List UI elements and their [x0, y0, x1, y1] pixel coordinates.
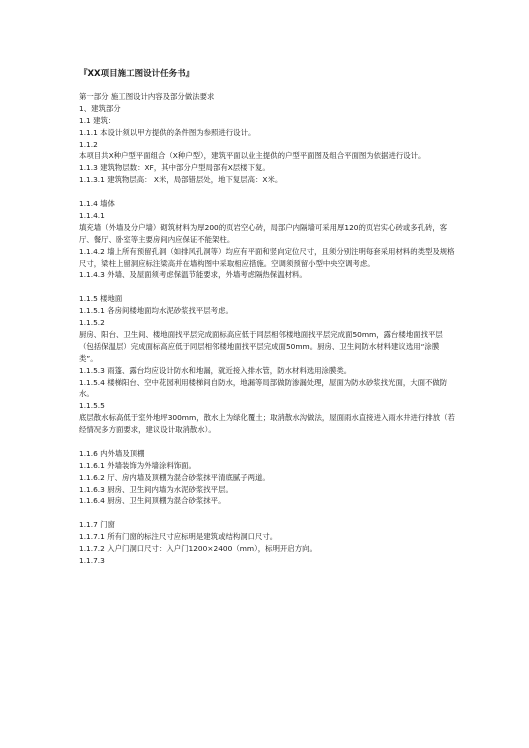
paragraph-1-1-5-3: 1.1.5.3 雨篷、露台均应设计防水和地漏，就近接入排水管，防水材料选用涂膜类。 [79, 365, 352, 375]
heading-floors: 1.1.5 楼地面 [79, 294, 123, 304]
clause-number-1-1-2: 1.1.2 [79, 139, 98, 149]
spacer [79, 507, 457, 519]
paragraph-1-1-4-3: 1.1.4.3 外墙、及屋面须考虑保温节能要求，外墙考虑隔热保温材料。 [79, 270, 307, 280]
clause-number-1-1-7-3: 1.1.7.3 [79, 555, 105, 565]
document-title: 『XX项目施工图设计任务书』 [79, 69, 195, 79]
heading-walls-ceilings: 1.1.6 内外墙及顶棚 [79, 448, 145, 458]
document-body [79, 91, 457, 567]
paragraph-1-1-5-4: 1.1.5.4 楼梯阳台、空中花园利用楼梯间自防水，地漏等局部做防渗漏处理，屋面为防水砂浆找光面，大面不做防水。 [79, 377, 448, 399]
paragraph-1-1-6-1: 1.1.6.1 外墙装饰为外墙涂料饰面。 [79, 460, 196, 470]
paragraph-1-1-5-1: 1.1.5.1 各房间楼地面均水泥砂浆找平层考虑。 [79, 306, 233, 316]
section-heading: 1.1 建筑： [79, 115, 116, 125]
paragraph-floor-levels: 厨房、阳台、卫生间、楼地面找平层完成面标高应低于同层相邻楼地面找平层完成面50mm，露台楼地面找平层（包括保温层）完成面标高应低于同层相邻楼地面找平层完成面50mm。厨房、卫生间防水材料建议选用“涂膜类”。 [79, 329, 443, 363]
clause-number-1-1-5-2: 1.1.5.2 [79, 318, 105, 327]
clause-number-1-1-4-1: 1.1.4.1 [79, 210, 105, 220]
paragraph-1-1-6-4: 1.1.6.4 厨房、卫生间顶棚为混合砂浆抹平。 [79, 496, 226, 506]
spacer [79, 186, 457, 198]
paragraph-1-1-3-1: 1.1.3.1 建筑物层高： X米，局部错层处，地下复层高：X米。 [79, 175, 283, 185]
heading-walls: 1.1.4 墙体 [79, 199, 115, 209]
paragraph-1-1-6-2: 1.1.6.2 厅、房内墙及顶棚为混合砂浆抹平清底腻子两道。 [79, 472, 270, 482]
paragraph-1-1-2: 本项目共X种户型平面组合（X种户型），建筑平面以业主提供的户型平面图及组合平面图为依据进行设计。 [79, 151, 426, 161]
heading-doors-windows: 1.1.7 门窗 [79, 520, 115, 530]
spacer [79, 436, 457, 448]
paragraph-1-1-4-2: 1.1.4.2 墙上所有预留孔洞（如排风孔洞等）均应有平面和竖向定位尺寸，且须分别注明每套采用材料的类型及规格尺寸，梁柱上留洞应标注梁高并在墙构图中采取相应措施。空调须预留小型中央空调考虑。 [79, 246, 455, 268]
paragraph-1-1-1: 1.1.1 本设计须以甲方提供的条件图为参照进行设计。 [79, 127, 256, 137]
paragraph-apron: 底层散水标高低于室外地坪300mm，散水上为绿化覆土；取消散水沟做法，屋面雨水直接进入雨水井进行排放（若经情况多方面要求，建议设计取消散水）。 [79, 413, 455, 435]
paragraph-1-1-3: 1.1.3 建筑物层数：XF，其中部分户型局部有X层楼下复。 [79, 163, 270, 173]
paragraph-infill-walls: 填充墙（外墙及分户墙）砌筑材料为厚200的页岩空心砖，局部户内隔墙可采用厚120的页岩实心砖或多孔砖，客厅、餐厅、卧室等主要房间内应保证不能架柱。 [79, 222, 448, 244]
part-heading: 第一部分 施工图设计内容及部分做法要求 [79, 92, 215, 101]
chapter-heading: 1、建筑部分 [79, 103, 121, 113]
paragraph-1-1-6-3: 1.1.6.3 厨房、卫生间内墙为水泥砂浆找平层。 [79, 484, 233, 494]
paragraph-1-1-7-1: 1.1.7.1 所有门窗的标注尺寸应标明是建筑或结构洞口尺寸。 [79, 532, 278, 542]
clause-number-1-1-5-5: 1.1.5.5 [79, 401, 105, 411]
paragraph-1-1-7-2: 1.1.7.2 入户门洞口尺寸：入户门1200×2400（mm），标明开启方向。 [79, 544, 317, 554]
spacer [79, 281, 457, 293]
